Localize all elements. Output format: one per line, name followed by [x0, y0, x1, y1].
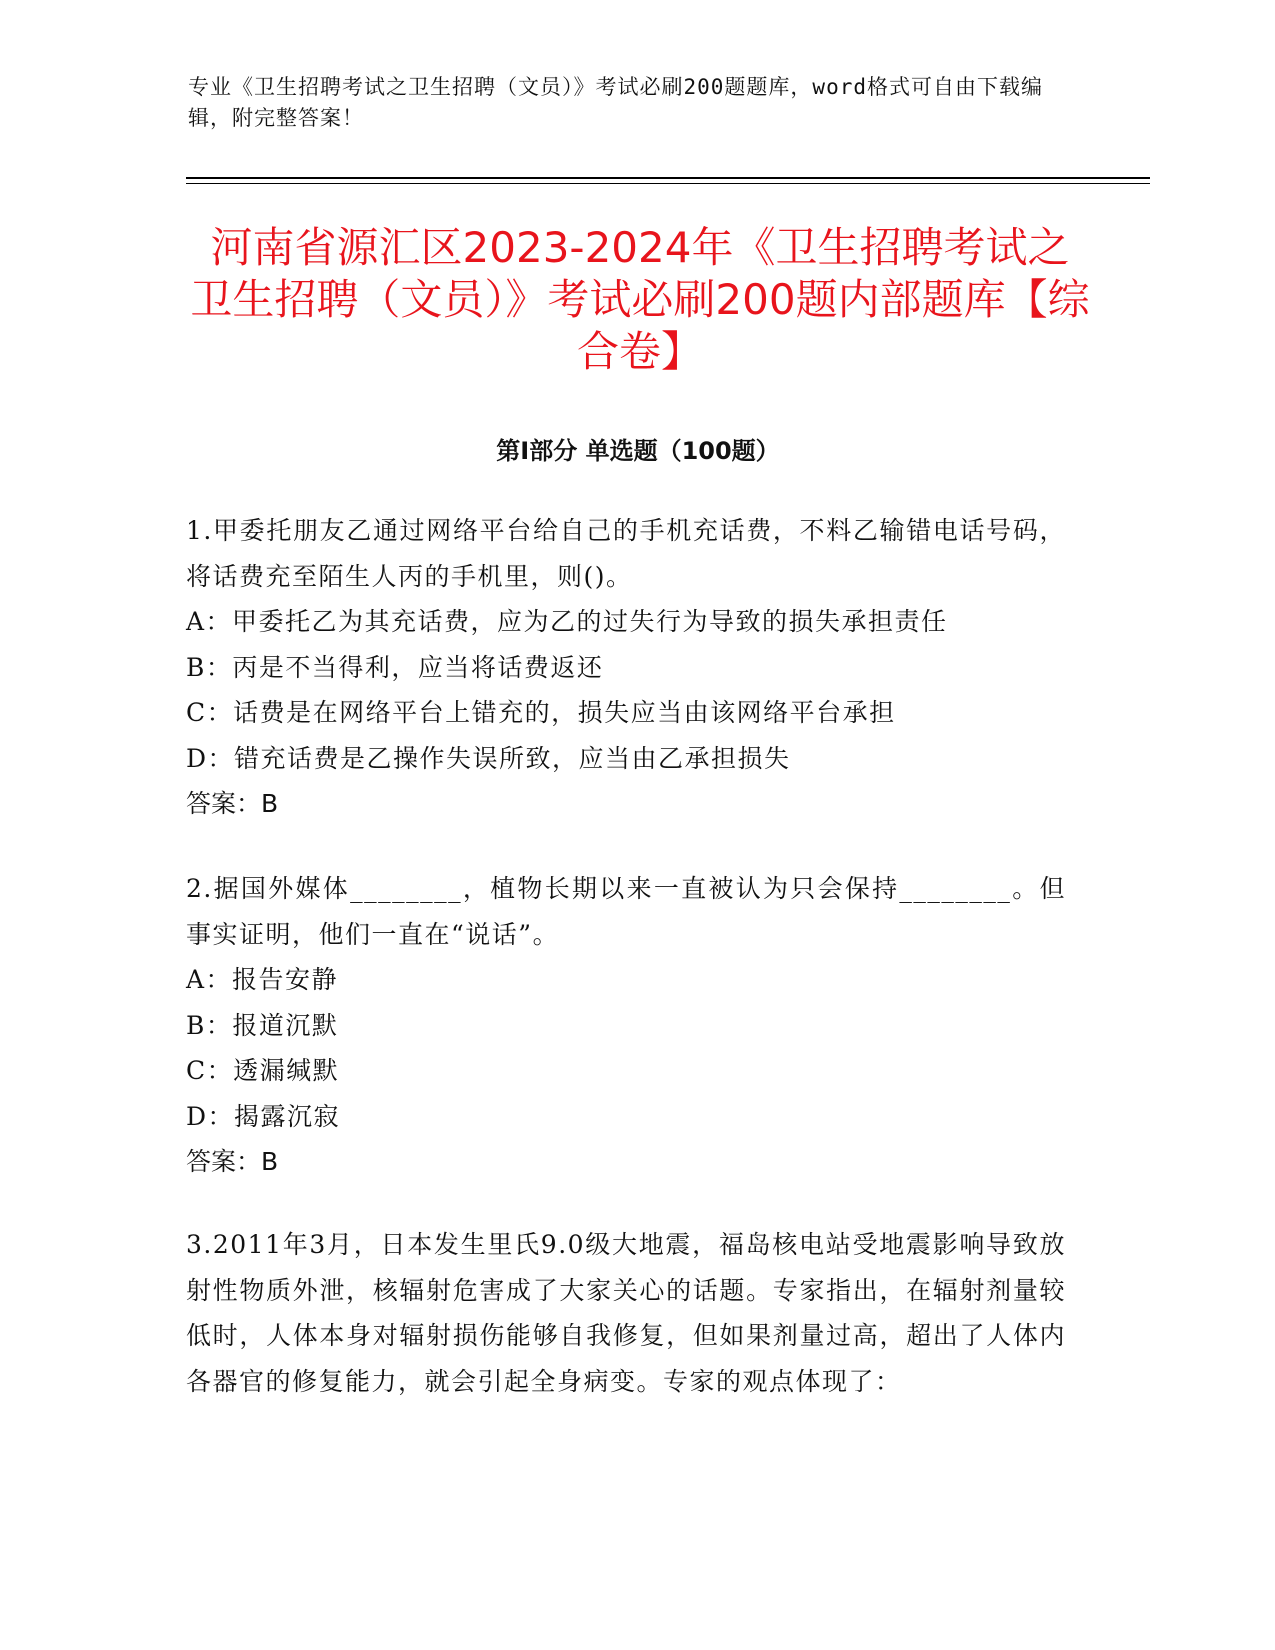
question-stem: 3.2011年3月，日本发生里氏9.0级大地震，福岛核电站受地震影响导致放射性物质外泄，核辐射危害成了大家关心的话题。专家指出，在辐射剂量较低时，人体本身对辐射损伤能够自我修复，但如果剂量过高，超出了人体内各器官的修复能力，就会引起全身病变。专家的观点体现了： — [186, 1230, 1066, 1396]
question-3 — [186, 1222, 1066, 1404]
question-2 — [186, 866, 1066, 1185]
option-a: A：甲委托乙为其充话费，应为乙的过失行为导致的损失承担责任 — [186, 607, 948, 636]
question-1 — [186, 508, 1066, 827]
question-stem: 1.甲委托朋友乙通过网络平台给自己的手机充话费，不料乙输错电话号码，将话费充至陌生人丙的手机里，则()。 — [186, 516, 1066, 591]
option-c: C：话费是在网络平台上错充的，损失应当由该网络平台承担 — [186, 698, 896, 727]
option-b: B：报道沉默 — [186, 1010, 339, 1040]
option-c: C：透漏缄默 — [186, 1056, 340, 1085]
header-note: 专业《卫生招聘考试之卫生招聘（文员）》考试必刷200题题库，word格式可自由下载编辑，附完整答案！ — [188, 75, 1043, 130]
option-b: B：丙是不当得利，应当将话费返还 — [186, 652, 604, 682]
answer: 答案：B — [186, 1147, 279, 1176]
answer: 答案：B — [186, 789, 279, 818]
section-title: 第I部分 单选题（100题） — [496, 437, 780, 465]
document-title: 河南省源汇区2023-2024年《卫生招聘考试之卫生招聘（文员）》考试必刷200题内部题库【综合卷】 — [190, 223, 1090, 376]
option-a: A：报告安静 — [186, 965, 339, 994]
header-rule-thin — [186, 183, 1150, 184]
header-rule-thick — [186, 177, 1150, 179]
question-stem: 2.据国外媒体________，植物长期以来一直被认为只会保持________。但事实证明，他们一直在“说话”。 — [186, 874, 1066, 949]
option-d: D：错充话费是乙操作失误所致，应当由乙承担损失 — [186, 743, 791, 773]
option-d: D：揭露沉寂 — [186, 1101, 341, 1131]
